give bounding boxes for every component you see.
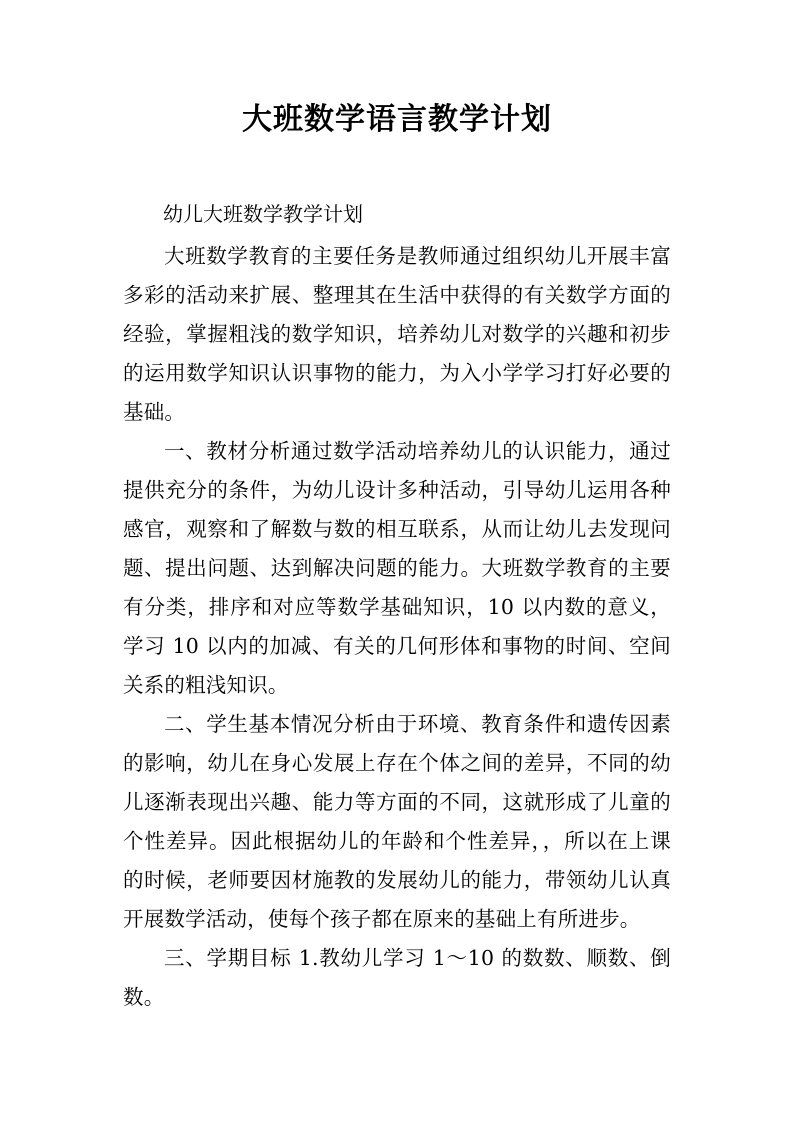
document-subtitle: 幼儿大班数学教学计划 bbox=[163, 202, 363, 226]
paragraph-intro: 大班数学教育的主要任务是教师通过组织幼儿开展丰富多彩的活动来扩展、整理其在生活中获得的有关数学方面的经验，掌握粗浅的数学知识，培养幼儿对数学的兴趣和初步的运用数学知识认识事物的能力，为入小学学习打好必要的基础。 bbox=[123, 244, 671, 424]
paragraph-semester-goals: 三、学期目标 1.教幼儿学习 1～10 的数数、顺数、倒数。 bbox=[123, 946, 671, 1009]
document-body bbox=[123, 237, 671, 1017]
paragraph-material-analysis: 一、教材分析通过数学活动培养幼儿的认识能力，通过提供充分的条件，为幼儿设计多种活动，引导幼儿运用各种感官，观察和了解数与数的相互联系，从而让幼儿去发现问题、提出问题、达到解决问题的能力。大班数学教育的主要有分类，排序和对应等数学基础知识，10 以内数的意义，学习 10 以内的加减、有关的几何形体和事物的时间、空间关系的粗浅知识。 bbox=[123, 439, 671, 697]
paragraph-student-analysis: 二、学生基本情况分析由于环境、教育条件和遗传因素的影响，幼儿在身心发展上存在个体之间的差异，不同的幼儿逐渐表现出兴趣、能力等方面的不同，这就形成了儿童的个性差异。因此根据幼儿的年龄和个性差异，，所以在上课的时候，老师要因材施教的发展幼儿的能力，带领幼儿认真开展数学活动，使每个孩子都在原来的基础上有所进步。 bbox=[123, 712, 671, 931]
document-title: 大班数学语言教学计划 bbox=[242, 102, 552, 137]
